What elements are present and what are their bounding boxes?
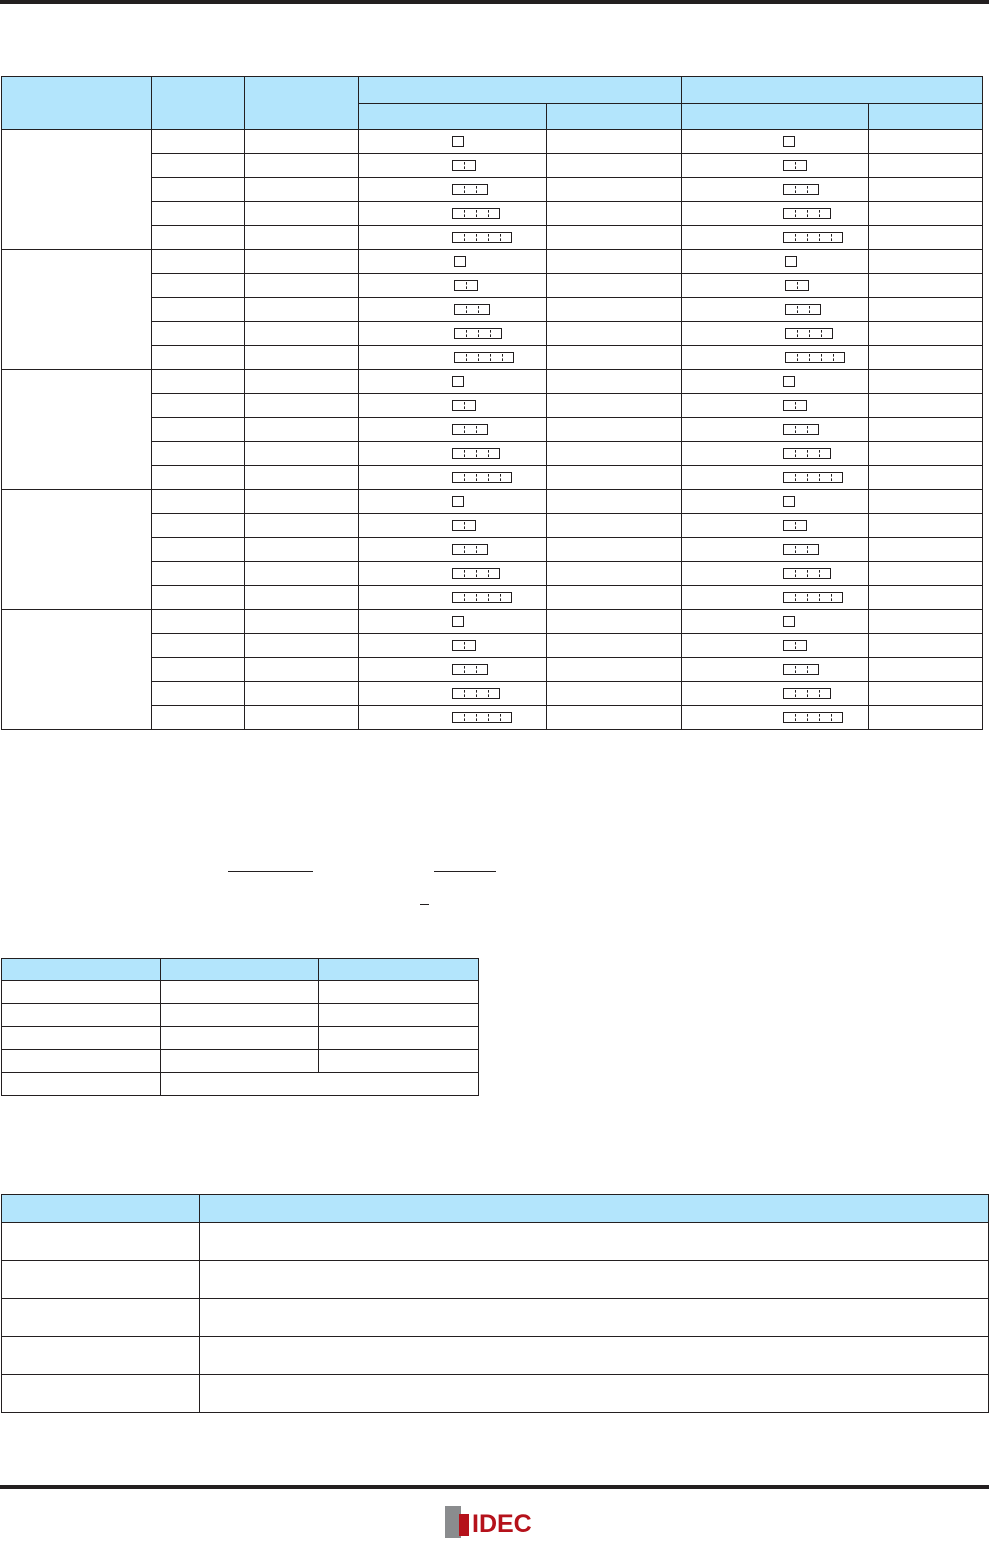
col-header-b1 <box>682 104 869 130</box>
table-row <box>2 1299 989 1337</box>
description-table-header-2 <box>200 1195 989 1223</box>
table-cell <box>547 706 682 730</box>
digit-format-cell <box>359 226 547 250</box>
table-cell <box>245 490 359 514</box>
table-cell <box>245 370 359 394</box>
table-cell <box>547 562 682 586</box>
digit-box-icon <box>783 568 831 579</box>
digit-box-icon <box>783 664 819 675</box>
overline-mark <box>420 904 429 905</box>
digit-box-icon <box>452 448 500 459</box>
digit-box-icon <box>785 304 821 315</box>
table-cell <box>152 490 245 514</box>
digit-box-icon <box>452 640 476 651</box>
digit-format-cell <box>682 226 869 250</box>
table-cell <box>152 706 245 730</box>
table-cell <box>547 442 682 466</box>
table-cell <box>869 442 983 466</box>
table-cell <box>152 538 245 562</box>
digit-box-icon <box>452 568 500 579</box>
description-table-header-1 <box>2 1195 200 1223</box>
digit-box-icon <box>783 712 843 723</box>
table-cell <box>869 418 983 442</box>
table-row <box>2 1223 989 1261</box>
digit-format-cell <box>359 538 547 562</box>
table-cell <box>152 154 245 178</box>
table-cell <box>869 202 983 226</box>
digit-format-cell <box>682 466 869 490</box>
digit-box-icon <box>452 592 512 603</box>
digit-format-cell <box>682 514 869 538</box>
digit-format-cell <box>359 610 547 634</box>
digit-box-icon <box>785 328 833 339</box>
digit-format-cell <box>682 586 869 610</box>
table-cell <box>869 346 983 370</box>
digit-format-cell <box>359 154 547 178</box>
idec-logo-icon <box>445 1506 545 1540</box>
table-cell <box>547 514 682 538</box>
small-table <box>1 958 479 1096</box>
digit-format-cell <box>682 322 869 346</box>
group-label-cell <box>2 130 152 250</box>
table-cell <box>152 442 245 466</box>
digit-format-cell <box>682 346 869 370</box>
digit-box-icon <box>783 376 795 387</box>
table-cell <box>245 442 359 466</box>
digit-box-icon <box>454 304 490 315</box>
col-header-group-b <box>682 77 983 104</box>
small-table-header-2 <box>161 959 319 981</box>
table-cell <box>547 346 682 370</box>
table-row <box>2 130 983 154</box>
digit-box-icon <box>452 208 500 219</box>
digit-format-cell <box>682 418 869 442</box>
digit-format-cell <box>682 178 869 202</box>
digit-format-cell <box>359 634 547 658</box>
table-row <box>2 981 479 1004</box>
digit-box-icon <box>452 496 464 507</box>
table-cell <box>547 226 682 250</box>
col-header-2 <box>152 77 245 130</box>
table-cell <box>869 586 983 610</box>
table-cell <box>245 610 359 634</box>
table-cell <box>547 322 682 346</box>
table-cell <box>869 610 983 634</box>
table-cell <box>245 226 359 250</box>
digit-box-icon <box>452 544 488 555</box>
digit-box-icon <box>783 640 807 651</box>
table-cell <box>869 394 983 418</box>
table-cell <box>547 298 682 322</box>
table-cell <box>869 226 983 250</box>
digit-format-cell <box>359 466 547 490</box>
table-cell <box>245 418 359 442</box>
digit-box-icon <box>783 400 807 411</box>
table-cell <box>245 250 359 274</box>
table-cell <box>245 634 359 658</box>
table-cell <box>245 130 359 154</box>
digit-box-icon <box>783 424 819 435</box>
table-cell <box>245 658 359 682</box>
digit-box-icon <box>454 328 502 339</box>
col-header-1 <box>2 77 152 130</box>
table-row <box>2 1050 479 1073</box>
digit-format-cell <box>359 418 547 442</box>
table-cell <box>152 466 245 490</box>
table-cell <box>245 322 359 346</box>
group-label-cell <box>2 610 152 730</box>
table-cell <box>547 250 682 274</box>
digit-format-cell <box>359 586 547 610</box>
digit-format-cell <box>682 706 869 730</box>
table-cell <box>245 346 359 370</box>
table-cell <box>152 346 245 370</box>
brand-text: IDEC <box>472 1510 532 1538</box>
table-cell <box>245 394 359 418</box>
table-cell <box>869 322 983 346</box>
table-cell <box>869 682 983 706</box>
digit-format-cell <box>682 370 869 394</box>
digit-format-cell <box>359 202 547 226</box>
table-cell <box>869 706 983 730</box>
table-row <box>2 1073 479 1096</box>
digit-format-cell <box>359 682 547 706</box>
digit-format-cell <box>682 538 869 562</box>
digit-format-cell <box>682 634 869 658</box>
digit-format-cell <box>682 202 869 226</box>
table-cell <box>869 514 983 538</box>
table-cell <box>547 154 682 178</box>
digit-box-icon <box>785 352 845 363</box>
digit-format-cell <box>359 370 547 394</box>
col-header-group-a <box>359 77 682 104</box>
col-header-a1 <box>359 104 547 130</box>
table-cell <box>152 682 245 706</box>
table-row <box>2 1261 989 1299</box>
digit-box-icon <box>452 712 512 723</box>
table-cell <box>547 586 682 610</box>
digit-format-cell <box>682 442 869 466</box>
table-row <box>2 1027 479 1050</box>
digit-box-icon <box>783 184 819 195</box>
table-cell <box>245 154 359 178</box>
digit-format-cell <box>682 658 869 682</box>
description-table <box>1 1194 989 1413</box>
digit-box-icon <box>452 376 464 387</box>
table-cell <box>547 658 682 682</box>
digit-format-cell <box>359 346 547 370</box>
digit-box-icon <box>785 280 809 291</box>
digit-format-cell <box>359 706 547 730</box>
digit-box-icon <box>452 616 464 627</box>
digit-box-icon <box>783 616 795 627</box>
table-cell <box>245 298 359 322</box>
digit-format-cell <box>359 178 547 202</box>
digit-format-cell <box>682 682 869 706</box>
table-cell <box>869 370 983 394</box>
digit-box-icon <box>452 664 488 675</box>
digit-format-cell <box>359 442 547 466</box>
digit-box-icon <box>452 400 476 411</box>
digit-format-cell <box>682 274 869 298</box>
table-cell <box>869 274 983 298</box>
digit-format-cell <box>359 274 547 298</box>
small-table-header-3 <box>319 959 479 981</box>
digit-format-cell <box>359 250 547 274</box>
table-row <box>2 610 983 634</box>
digit-box-icon <box>783 688 831 699</box>
digit-format-cell <box>682 250 869 274</box>
table-cell <box>245 538 359 562</box>
digit-box-icon <box>452 136 464 147</box>
digit-format-cell <box>682 298 869 322</box>
digit-box-icon <box>783 448 831 459</box>
small-table-header-1 <box>2 959 161 981</box>
table-cell <box>152 250 245 274</box>
table-cell <box>152 634 245 658</box>
table-cell <box>547 634 682 658</box>
digit-box-icon <box>785 256 797 267</box>
digit-box-icon <box>454 280 478 291</box>
digit-box-icon <box>783 136 795 147</box>
table-cell <box>869 538 983 562</box>
digit-format-cell <box>682 154 869 178</box>
table-cell <box>152 370 245 394</box>
group-label-cell <box>2 490 152 610</box>
table-cell <box>152 394 245 418</box>
table-cell <box>245 682 359 706</box>
table-cell <box>869 658 983 682</box>
digit-box-icon <box>452 688 500 699</box>
group-label-cell <box>2 370 152 490</box>
digit-box-icon <box>783 232 843 243</box>
table-cell <box>869 562 983 586</box>
table-cell <box>869 298 983 322</box>
table-cell <box>245 706 359 730</box>
table-cell <box>869 154 983 178</box>
table-cell <box>547 538 682 562</box>
table-cell <box>547 466 682 490</box>
table-cell <box>547 394 682 418</box>
table-row <box>2 1375 989 1413</box>
digit-box-icon <box>452 232 512 243</box>
table-cell <box>245 274 359 298</box>
table-cell <box>245 514 359 538</box>
digit-box-icon <box>452 424 488 435</box>
col-header-a2 <box>547 104 682 130</box>
table-cell <box>152 418 245 442</box>
table-cell <box>152 130 245 154</box>
digit-format-cell <box>359 514 547 538</box>
table-cell <box>547 202 682 226</box>
digit-box-icon <box>783 496 795 507</box>
digit-box-icon <box>452 472 512 483</box>
table-cell <box>547 130 682 154</box>
table-cell <box>152 562 245 586</box>
table-cell <box>245 562 359 586</box>
table-cell <box>869 250 983 274</box>
digit-box-icon <box>783 160 807 171</box>
digit-box-icon <box>783 520 807 531</box>
top-rule <box>0 0 989 4</box>
table-cell <box>152 514 245 538</box>
digit-box-icon <box>454 352 514 363</box>
digit-format-body <box>2 130 983 730</box>
digit-format-cell <box>682 394 869 418</box>
table-cell <box>245 202 359 226</box>
table-cell <box>245 466 359 490</box>
table-cell <box>869 466 983 490</box>
digit-box-icon <box>452 184 488 195</box>
digit-format-cell <box>359 562 547 586</box>
digit-format-cell <box>682 130 869 154</box>
table-row <box>2 370 983 394</box>
digit-box-icon <box>783 592 843 603</box>
table-cell <box>152 586 245 610</box>
digit-box-icon <box>452 520 476 531</box>
group-label-cell <box>2 250 152 370</box>
digit-box-icon <box>452 160 476 171</box>
table-cell <box>547 682 682 706</box>
table-cell <box>152 658 245 682</box>
table-cell <box>152 322 245 346</box>
table-row <box>2 490 983 514</box>
fraction-bar <box>434 871 496 872</box>
table-cell <box>547 178 682 202</box>
digit-format-cell <box>359 658 547 682</box>
table-row <box>2 1337 989 1375</box>
table-cell <box>152 298 245 322</box>
digit-box-icon <box>783 472 843 483</box>
table-cell <box>869 634 983 658</box>
table-cell <box>547 370 682 394</box>
table-cell <box>152 610 245 634</box>
digit-format-cell <box>682 490 869 514</box>
digit-format-cell <box>359 322 547 346</box>
table-cell <box>547 418 682 442</box>
table-row <box>2 250 983 274</box>
table-cell <box>245 586 359 610</box>
digit-format-cell <box>682 562 869 586</box>
table-cell <box>869 490 983 514</box>
digit-format-table <box>1 76 983 730</box>
digit-format-cell <box>359 298 547 322</box>
col-header-b2 <box>869 104 983 130</box>
idec-logo <box>445 1506 545 1540</box>
table-cell <box>152 226 245 250</box>
table-cell <box>869 130 983 154</box>
table-cell <box>152 178 245 202</box>
table-row <box>2 1004 479 1027</box>
fraction-bar <box>228 871 313 872</box>
digit-format-cell <box>682 610 869 634</box>
digit-box-icon <box>783 544 819 555</box>
table-cell <box>547 274 682 298</box>
digit-box-icon <box>454 256 466 267</box>
digit-box-icon <box>783 208 831 219</box>
digit-format-cell <box>359 490 547 514</box>
table-cell <box>547 490 682 514</box>
digit-format-cell <box>359 394 547 418</box>
table-cell <box>152 274 245 298</box>
table-cell <box>869 178 983 202</box>
col-header-3 <box>245 77 359 130</box>
table-cell <box>547 610 682 634</box>
bottom-rule <box>0 1485 989 1489</box>
table-cell <box>245 178 359 202</box>
digit-format-cell <box>359 130 547 154</box>
table-cell <box>152 202 245 226</box>
